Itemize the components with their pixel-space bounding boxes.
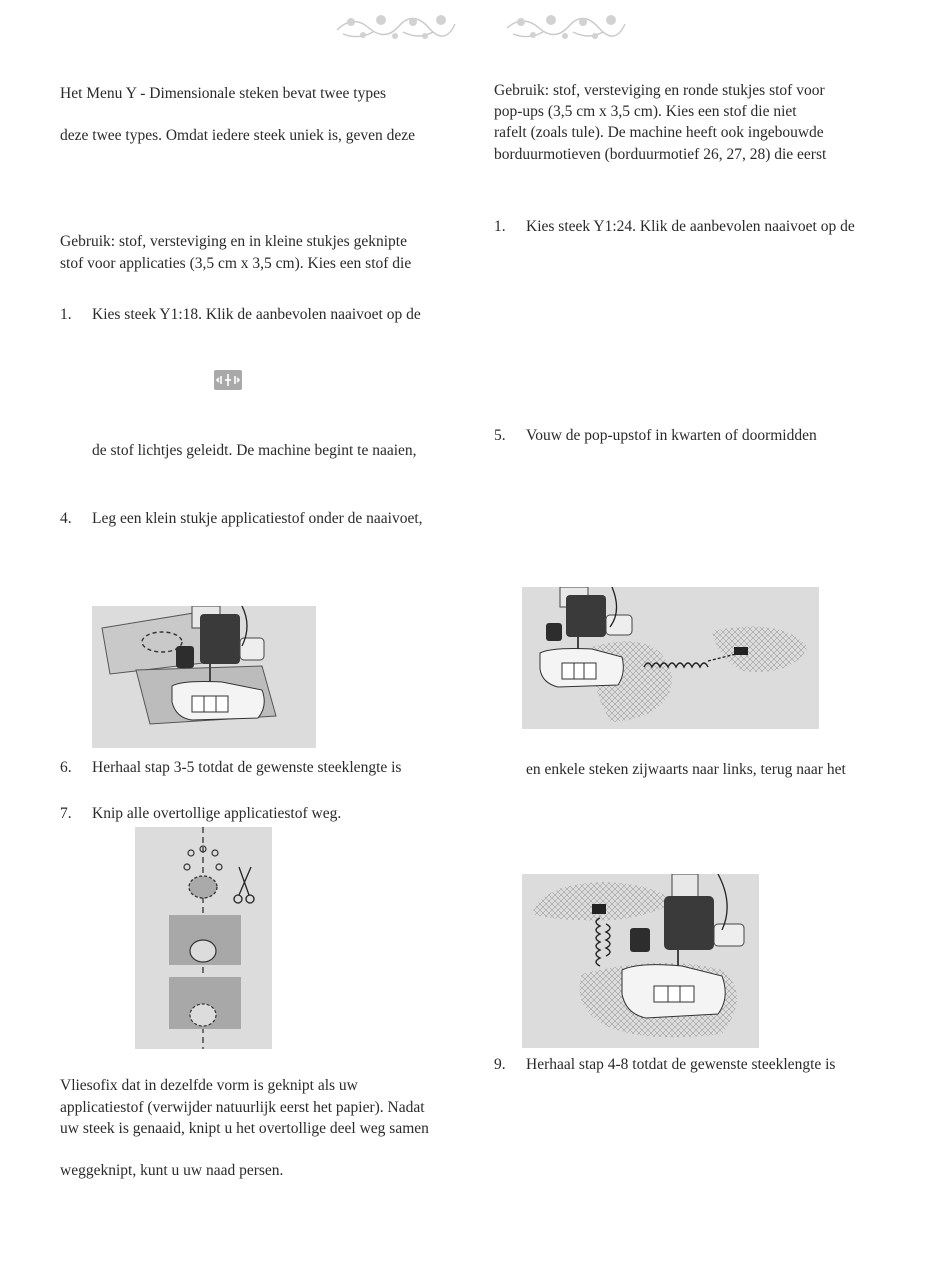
left-step-4-number: 4. bbox=[60, 510, 72, 527]
left-step-6-number: 6. bbox=[60, 759, 72, 776]
left-step-7-text: Knip alle overtollige applicatiestof weg. bbox=[92, 805, 342, 822]
left-tip-line-4: weggeknipt, kunt u uw naad persen. bbox=[60, 1162, 284, 1179]
intro-line-1: Het Menu Y - Dimensionale steken bevat twee types bbox=[60, 85, 386, 102]
left-step-6-text: Herhaal stap 3-5 totdat de gewenste steeklengte is bbox=[92, 759, 402, 776]
right-usage-line-4: borduurmotieven (borduurmotief 26, 27, 28) die eerst bbox=[494, 146, 827, 163]
left-step-3-continuation: de stof lichtjes geleidt. De machine begint te naaien, bbox=[92, 442, 417, 459]
right-usage-line-1: Gebruik: stof, versteviging en ronde stukjes stof voor bbox=[494, 82, 825, 99]
left-tip-line-3: uw steek is genaaid, knipt u het overtollige deel weg samen bbox=[60, 1120, 429, 1137]
repeat-popup-illustration bbox=[522, 874, 759, 1048]
right-step-9-text: Herhaal stap 4-8 totdat de gewenste steeklengte is bbox=[526, 1056, 836, 1073]
right-step-8-continuation: en enkele steken zijwaarts naar links, terug naar het bbox=[526, 761, 846, 778]
right-usage-line-2: pop-ups (3,5 cm x 3,5 cm). Kies een stof die niet bbox=[494, 103, 797, 120]
left-usage-line-1: Gebruik: stof, versteviging en in kleine stukjes geknipte bbox=[60, 233, 407, 250]
header-ornament-left bbox=[333, 8, 458, 46]
left-step-1-text: Kies steek Y1:18. Klik de aanbevolen naaivoet op de bbox=[92, 306, 421, 323]
right-usage-line-3: rafelt (zoals tule). De machine heeft ook ingebouwde bbox=[494, 124, 824, 141]
right-step-9-number: 9. bbox=[494, 1056, 506, 1073]
applique-sewing-illustration bbox=[92, 606, 316, 748]
trim-applique-illustration bbox=[135, 827, 272, 1049]
left-step-4-text: Leg een klein stukje applicatiestof onder de naaivoet, bbox=[92, 510, 423, 527]
intro-line-2: deze twee types. Omdat iedere steek uniek is, geven deze bbox=[60, 127, 416, 144]
header-ornament-right bbox=[503, 8, 628, 46]
right-step-5-number: 5. bbox=[494, 427, 506, 444]
left-step-7-number: 7. bbox=[60, 805, 72, 822]
stitch-width-icon bbox=[214, 370, 242, 390]
left-tip-line-1: Vliesofix dat in dezelfde vorm is geknipt als uw bbox=[60, 1077, 358, 1094]
left-tip-line-2: applicatiestof (verwijder natuurlijk eerst het papier). Nadat bbox=[60, 1099, 425, 1116]
left-step-1-number: 1. bbox=[60, 306, 72, 323]
right-step-5-text: Vouw de pop-upstof in kwarten of doormidden bbox=[526, 427, 817, 444]
right-step-1-text: Kies steek Y1:24. Klik de aanbevolen naaivoet op de bbox=[526, 218, 855, 235]
right-step-1-number: 1. bbox=[494, 218, 506, 235]
popup-sewing-illustration bbox=[522, 587, 819, 729]
left-usage-line-2: stof voor applicaties (3,5 cm x 3,5 cm). Kies een stof die bbox=[60, 255, 412, 272]
